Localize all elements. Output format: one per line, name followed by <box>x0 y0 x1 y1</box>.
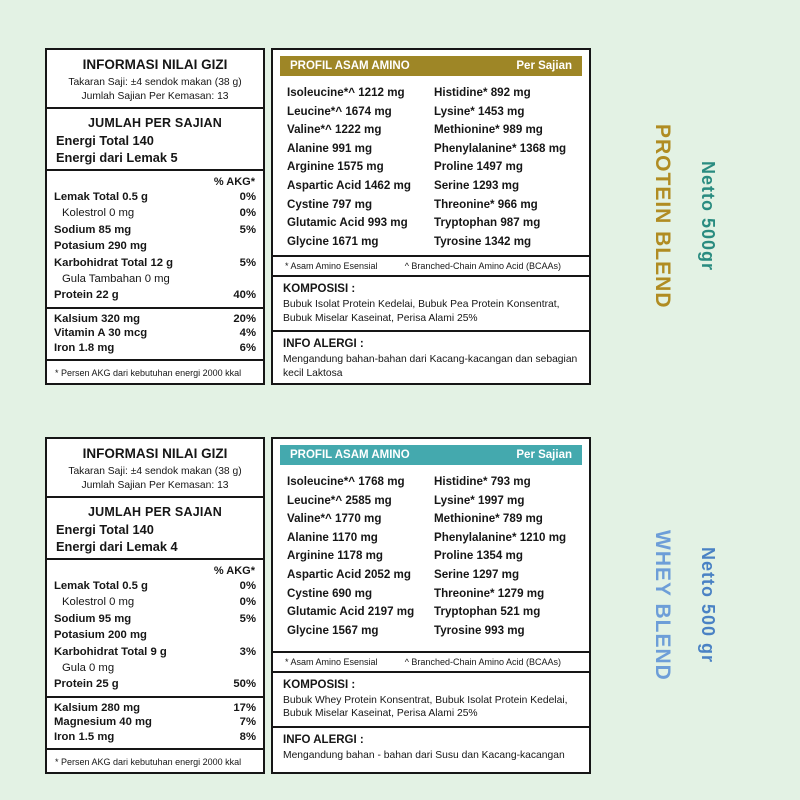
per-serving-heading: JUMLAH PER SAJIAN <box>88 116 222 130</box>
divider <box>47 107 263 109</box>
amino-title: PROFIL ASAM AMINO <box>290 60 410 72</box>
nutrient-row <box>54 644 256 660</box>
komposisi-heading: KOMPOSISI : <box>283 678 356 691</box>
komposisi-text: Bubuk Isolat Protein Kedelai, Bubuk Pea Protein Konsentrat, Bubuk Miselar Kaseinat, Perisa Alami 25% <box>283 299 560 324</box>
nutrient-value: 7% <box>239 716 256 729</box>
akg-column-header: % AKG* <box>213 565 255 577</box>
amino-footnotes <box>273 651 589 673</box>
divider <box>47 307 263 309</box>
nutrient-value: 17% <box>233 701 256 714</box>
amino-per-serving: Per Sajian <box>516 60 572 72</box>
amino-item: Histidine* 892 mg <box>434 86 531 99</box>
amino-item: Isoleucine*^ 1212 mg <box>287 86 405 99</box>
akg-footnote: * Persen AKG dari kebutuhan energi 2000 kkal <box>55 367 242 378</box>
nutrient-value: 5% <box>239 256 256 269</box>
nutrient-label: Kalsium 280 mg <box>54 701 141 714</box>
amino-item: Threonine* 1279 mg <box>434 586 545 600</box>
nutrient-row <box>54 238 256 254</box>
nutrient-label: Iron 1.5 mg <box>54 731 115 744</box>
nutrient-row <box>54 271 256 287</box>
amino-item: Glycine 1567 mg <box>287 623 379 637</box>
amino-profile-box <box>271 437 591 774</box>
amino-item: Phenylalanine* 1210 mg <box>434 530 567 544</box>
nutrient-label: Lemak Total 0.5 g <box>54 191 148 203</box>
alergi-section <box>279 332 583 385</box>
nutrient-label: Potasium 290 mg <box>54 240 147 253</box>
amino-footnote-bcaa: ^ Branched-Chain Amino Acid (BCAAs) <box>404 656 561 667</box>
nutrient-row <box>54 578 256 594</box>
amino-item: Isoleucine*^ 1768 mg <box>287 475 405 488</box>
nutrient-row <box>54 222 256 238</box>
amino-item: Valine*^ 1222 mg <box>287 123 382 137</box>
nutrient-label: Karbohidrat Total 12 g <box>54 256 174 269</box>
nutrient-row <box>54 676 256 692</box>
amino-item: Arginine 1178 mg <box>287 549 384 563</box>
amino-title: PROFIL ASAM AMINO <box>290 449 410 461</box>
alergi-text: Mengandung bahan-bahan dari Kacang-kacangan dan sebagian kecil Laktosa <box>283 354 578 379</box>
nutrient-row <box>54 189 256 205</box>
amino-profile-box <box>271 48 591 385</box>
nutrient-label: Protein 25 g <box>54 678 119 691</box>
energy-total-line: Energi Total 140 <box>56 522 154 537</box>
amino-column-right <box>434 473 581 647</box>
nutrient-row <box>54 660 256 676</box>
nutrient-row <box>54 205 256 221</box>
servings-per-pack-line: Jumlah Sajian Per Kemasan: 13 <box>81 91 229 102</box>
nutrient-value: 0% <box>239 207 256 220</box>
divider <box>47 558 263 560</box>
nutrient-value: 5% <box>239 223 256 236</box>
amino-item: Threonine* 966 mg <box>434 197 538 211</box>
divider <box>47 696 263 698</box>
divider <box>47 169 263 171</box>
amino-item: Valine*^ 1770 mg <box>287 512 382 526</box>
akg-footnote: * Persen AKG dari kebutuhan energi 2000 kkal <box>55 756 242 767</box>
nutrient-value: 4% <box>239 327 256 340</box>
mineral-row <box>54 326 256 341</box>
nutrient-label: Sodium 95 mg <box>54 612 132 625</box>
product-name-vertical: PROTEIN BLEND <box>651 124 674 309</box>
alergi-section <box>279 728 583 768</box>
nutrient-label: Kolestrol 0 mg <box>62 596 135 609</box>
nutrient-value: 8% <box>239 731 256 744</box>
nutrient-label: Sodium 85 mg <box>54 223 132 236</box>
amino-header-bar <box>280 56 582 76</box>
product-panel-whey-blend <box>45 437 591 774</box>
amino-per-serving: Per Sajian <box>516 449 572 461</box>
servings-per-pack-line: Jumlah Sajian Per Kemasan: 13 <box>81 480 229 491</box>
amino-column-left <box>287 473 434 647</box>
nutrition-facts-box <box>45 437 265 774</box>
per-serving-heading: JUMLAH PER SAJIAN <box>88 505 222 519</box>
divider <box>47 748 263 750</box>
serving-size-line: Takaran Saji: ±4 sendok makan (38 g) <box>68 77 242 88</box>
amino-item: Serine 1297 mg <box>434 567 520 581</box>
alergi-text: Mengandung bahan - bahan dari Susu dan Kacang-kacangan <box>283 749 565 761</box>
alergi-heading: INFO ALERGI : <box>283 338 364 351</box>
amino-item: Arginine 1575 mg <box>287 160 384 174</box>
amino-item: Glutamic Acid 993 mg <box>287 216 408 230</box>
mineral-row <box>54 312 256 327</box>
amino-item: Histidine* 793 mg <box>434 475 531 488</box>
nutrient-label: Protein 22 g <box>54 289 119 302</box>
amino-item: Glutamic Acid 2197 mg <box>287 605 415 619</box>
nutrition-title: INFORMASI NILAI GIZI <box>82 446 228 461</box>
amino-columns <box>279 76 583 255</box>
amino-item: Leucine*^ 2585 mg <box>287 493 392 507</box>
netto-vertical: Netto 500 gr <box>698 547 718 664</box>
nutrient-value: 5% <box>239 612 256 625</box>
amino-item: Lysine* 1997 mg <box>434 493 525 507</box>
komposisi-heading: KOMPOSISI : <box>283 283 356 296</box>
amino-item: Serine 1293 mg <box>434 178 520 192</box>
nutrition-title: INFORMASI NILAI GIZI <box>82 57 228 72</box>
mineral-rows <box>54 701 256 745</box>
nutrient-label: Gula Tambahan 0 mg <box>62 273 170 286</box>
amino-item: Phenylalanine* 1368 mg <box>434 141 567 155</box>
amino-item: Cystine 690 mg <box>287 586 373 600</box>
alergi-heading: INFO ALERGI : <box>283 733 364 746</box>
energy-fat-line: Energi dari Lemak 5 <box>56 150 178 165</box>
nutrient-label: Kolestrol 0 mg <box>62 207 135 220</box>
nutrient-label: Magnesium 40 mg <box>54 716 152 729</box>
amino-item: Tryptophan 521 mg <box>434 605 541 619</box>
amino-item: Aspartic Acid 1462 mg <box>287 178 411 192</box>
amino-item: Methionine* 789 mg <box>434 512 543 526</box>
nutrient-label: Vitamin A 30 mcg <box>54 327 148 340</box>
amino-item: Tryptophan 987 mg <box>434 216 541 230</box>
komposisi-section <box>279 673 583 726</box>
serving-size-line: Takaran Saji: ±4 sendok makan (38 g) <box>68 466 242 477</box>
nutrient-label: Karbohidrat Total 9 g <box>54 645 167 658</box>
nutrient-label: Potasium 200 mg <box>54 629 147 642</box>
nutrient-value: 0% <box>239 580 256 592</box>
nutrition-facts-box <box>45 48 265 385</box>
nutrient-value: 0% <box>239 191 256 203</box>
amino-item: Alanine 991 mg <box>287 141 373 155</box>
nutrient-row <box>54 611 256 627</box>
divider <box>47 496 263 498</box>
mineral-row <box>54 341 256 356</box>
amino-column-left <box>287 84 434 251</box>
mineral-row <box>54 730 256 745</box>
nutrient-label: Lemak Total 0.5 g <box>54 580 148 592</box>
akg-column-header: % AKG* <box>213 176 255 188</box>
energy-fat-line: Energi dari Lemak 4 <box>56 539 178 554</box>
product-panel-protein-blend <box>45 48 591 385</box>
nutrient-value: 50% <box>233 678 256 691</box>
amino-item: Tyrosine 993 mg <box>434 623 525 637</box>
amino-columns <box>279 465 583 651</box>
amino-footnote-essential: * Asam Amino Esensial <box>285 656 378 667</box>
nutrient-rows <box>54 189 256 304</box>
nutrient-row <box>54 287 256 303</box>
amino-item: Tyrosine 1342 mg <box>434 234 532 248</box>
nutrient-rows <box>54 578 256 693</box>
amino-item: Cystine 797 mg <box>287 197 373 211</box>
mineral-row <box>54 715 256 730</box>
nutrient-label: Gula 0 mg <box>62 662 115 675</box>
nutrient-value: 20% <box>233 312 256 325</box>
netto-vertical: Netto 500gr <box>698 161 718 272</box>
amino-footnotes <box>273 255 589 277</box>
amino-item: Lysine* 1453 mg <box>434 104 525 118</box>
nutrient-value: 0% <box>239 596 256 609</box>
amino-item: Alanine 1170 mg <box>287 530 378 544</box>
komposisi-text: Bubuk Whey Protein Konsentrat, Bubuk Isolat Protein Kedelai, Bubuk Miselar Kaseinat, Perisa Alami 25% <box>283 694 568 719</box>
amino-item: Methionine* 989 mg <box>434 123 543 137</box>
energy-total-line: Energi Total 140 <box>56 133 154 148</box>
divider <box>47 359 263 361</box>
nutrient-value: 40% <box>233 289 256 302</box>
amino-item: Proline 1497 mg <box>434 160 523 174</box>
amino-item: Glycine 1671 mg <box>287 234 379 248</box>
nutrient-value: 6% <box>239 342 256 355</box>
product-name-vertical: WHEY BLEND <box>651 530 674 681</box>
mineral-rows <box>54 312 256 356</box>
amino-footnote-bcaa: ^ Branched-Chain Amino Acid (BCAAs) <box>404 261 561 272</box>
amino-item: Proline 1354 mg <box>434 549 523 563</box>
mineral-row <box>54 701 256 716</box>
nutrient-row <box>54 627 256 643</box>
amino-item: Leucine*^ 1674 mg <box>287 104 392 118</box>
nutrient-row <box>54 255 256 271</box>
amino-item: Aspartic Acid 2052 mg <box>287 567 411 581</box>
nutrient-value: 3% <box>239 645 256 658</box>
amino-header-bar <box>280 445 582 465</box>
nutrient-label: Iron 1.8 mg <box>54 342 115 355</box>
komposisi-section <box>279 277 583 330</box>
nutrient-row <box>54 594 256 610</box>
amino-column-right <box>434 84 581 251</box>
nutrient-label: Kalsium 320 mg <box>54 312 141 325</box>
amino-footnote-essential: * Asam Amino Esensial <box>285 261 378 272</box>
